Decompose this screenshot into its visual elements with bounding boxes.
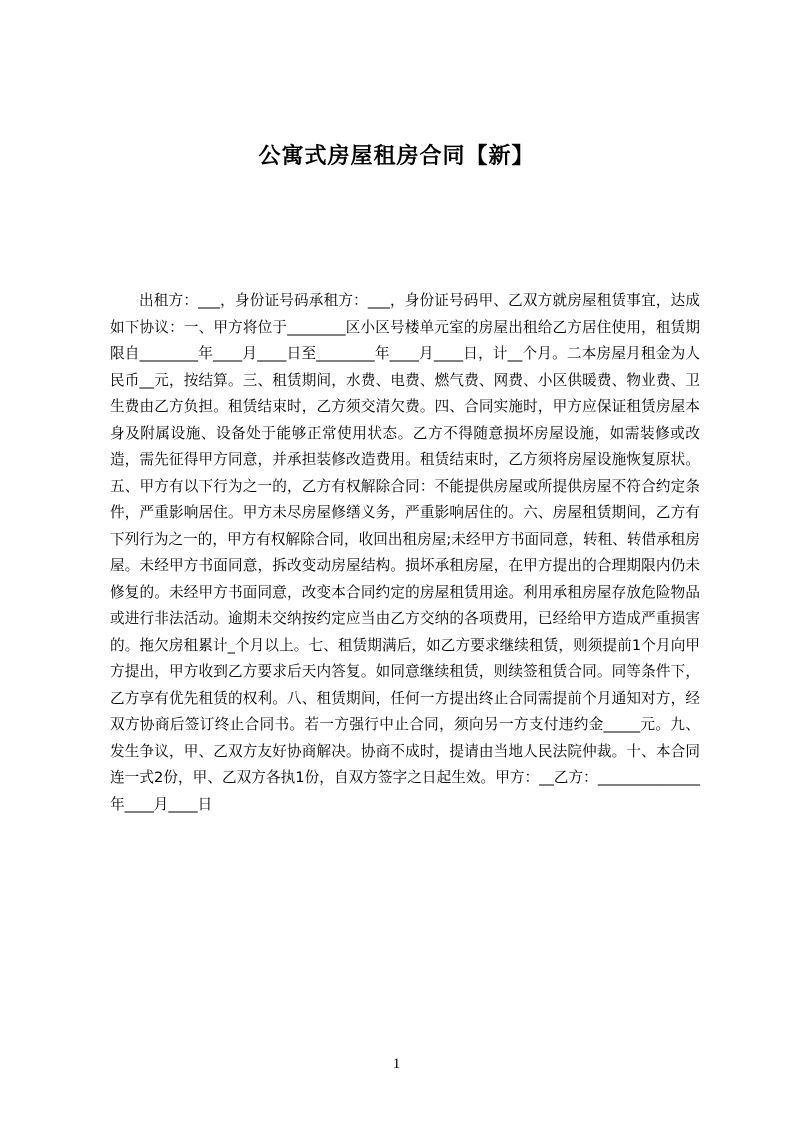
contract-body-paragraph: 出租方：___，身份证号码承租方：___，身份证号码甲、乙双方就房屋租赁事宜，达成如下协议：一、甲方将位于________区小区号楼单元室的房屋出租给乙方居住使用，租赁期限自________年____月____日至________年____月____日，计__个月。二本房屋月租金为人民币__元，按结算。三、租赁期间，水费、电费、燃气费、网费、小区供暖费、物业费、卫生费由乙方负担。租赁结束时，乙方须交清欠费。四、合同实施时，甲方应保证租赁房屋本身及附属设施、设备处于能够正常使用状态。乙方不得随意损坏房屋设施，如需装修或改造，需先征得甲方同意，并承担装修改造费用。租赁结束时，乙方须将房屋设施恢复原状。五、甲方有以下行为之一的，乙方有权解除合同：不能提供房屋或所提供房屋不符合约定条件，严重影响居住。甲方未尽房屋修缮义务，严重影响居住的。六、房屋租赁期间，乙方有下列行为之一的，甲方有权解除合同，收回出租房屋;未经甲方书面同意，转租、转借承租房屋。未经甲方书面同意，拆改变动房屋结构。损坏承租房屋，在甲方提出的合理期限内仍未修复的。未经甲方书面同意，改变本合同约定的房屋租赁用途。利用承租房屋存放危险物品或进行非法活动。逾期未交纳按约定应当由乙方交纳的各项费用，已经给甲方造成严重损害的。拖欠房租累计_个月以上。七、租赁期满后，如乙方要求继续租赁，则须提前1个月向甲方提出，甲方收到乙方要求后天内答复。如同意继续租赁，则续签租赁合同。同等条件下，乙方享有优先租赁的权利。八、租赁期间，任何一方提出终止合同需提前个月通知对方，经双方协商后签订终止合同书。若一方强行中止合同，须向另一方支付违约金_____元。九、发生争议，甲、乙双方友好协商解决。协商不成时，提请由当地人民法院仲裁。十、本合同连一式2份，甲、乙双方各执1份，自双方签字之日起生效。甲方：__乙方：______________年____月____日: [110, 292, 700, 813]
page-number: 1: [392, 1056, 401, 1072]
document-title: 公寓式房屋租房合同【新】: [258, 144, 535, 169]
